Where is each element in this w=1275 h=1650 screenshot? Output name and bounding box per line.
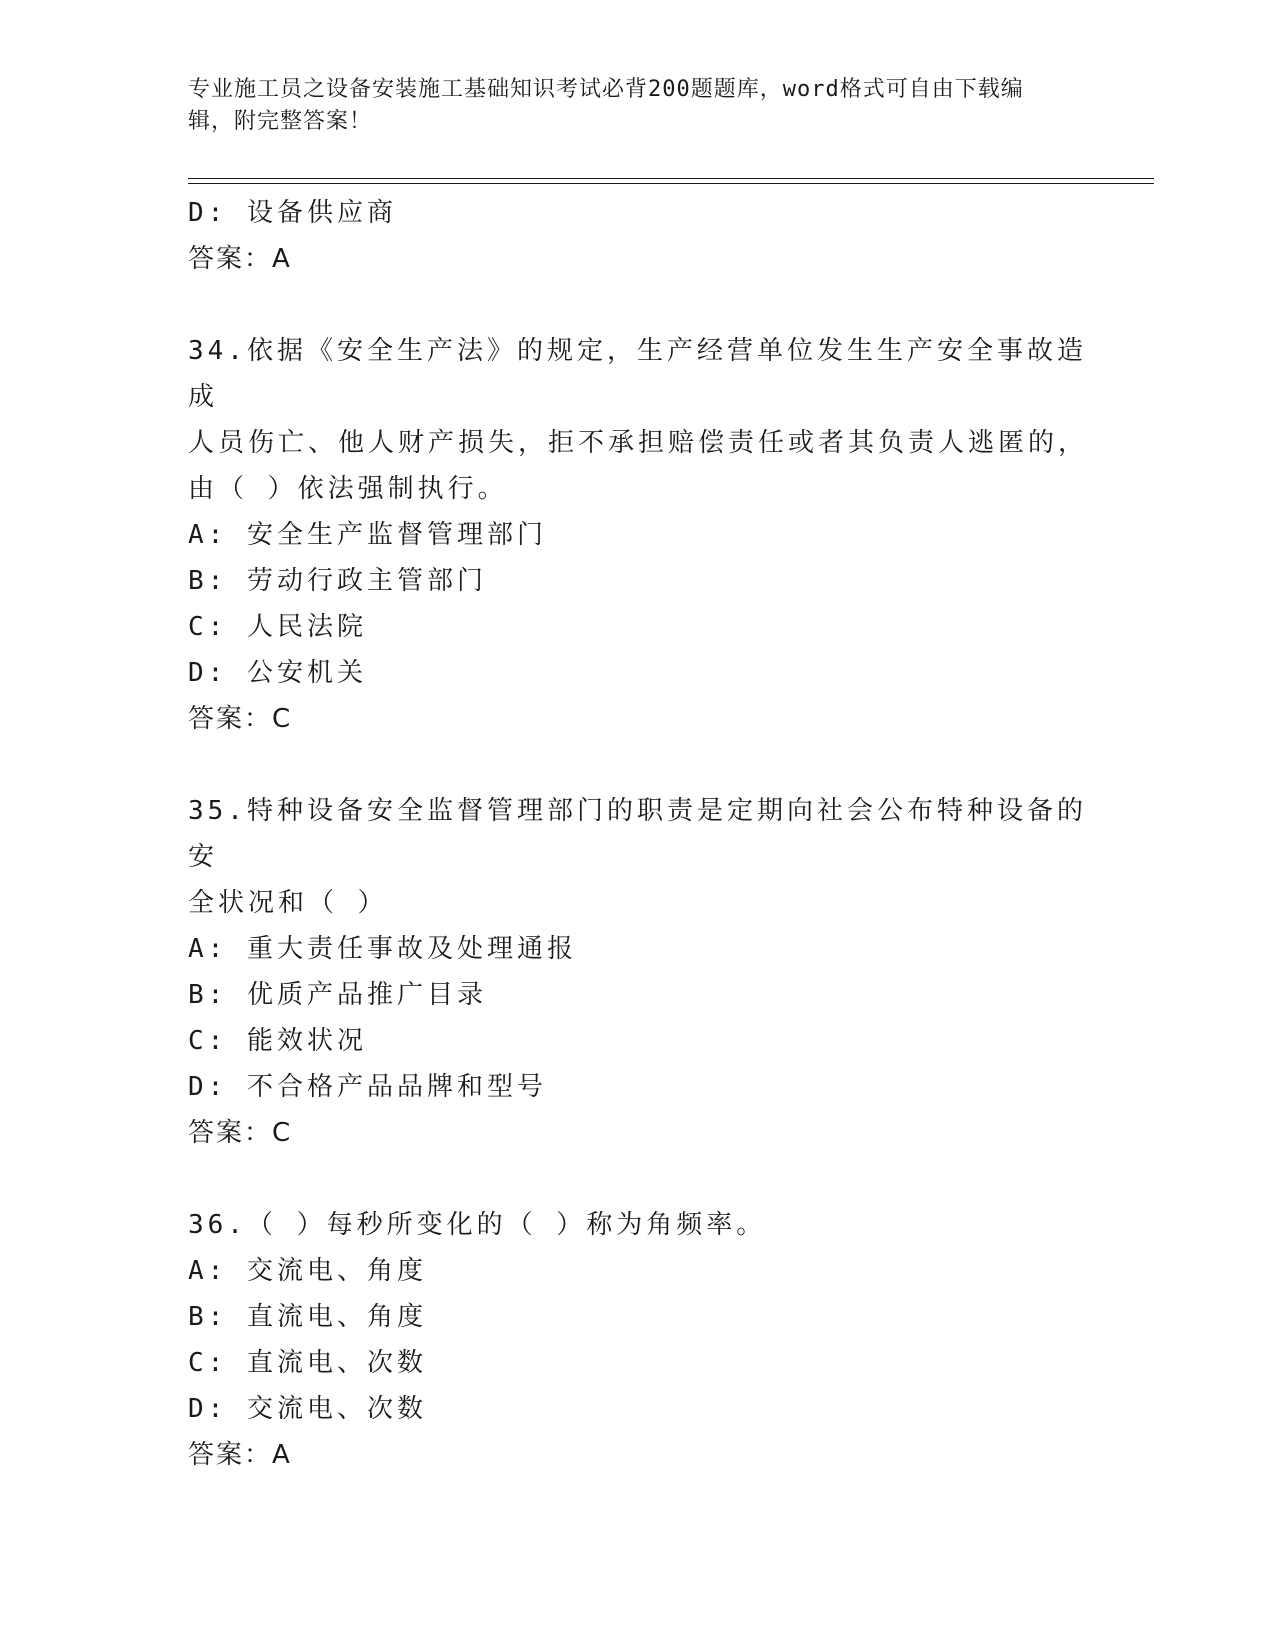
option-a: A: 重大责任事故及处理通报 <box>188 934 577 964</box>
option-d: D: 设备供应商 <box>188 198 397 228</box>
question-stem-line: 36.（ ）每秒所变化的（ ）称为角频率。 <box>188 1210 767 1240</box>
header-divider-top <box>188 178 1154 179</box>
answer: 答案：C <box>188 1118 293 1148</box>
question-36 <box>188 1202 1088 1478</box>
option-c: C: 能效状况 <box>188 1026 367 1056</box>
document-header: 专业施工员之设备安装施工基础知识考试必背200题题库，word格式可自由下载编辑，附完整答案！ <box>188 77 1024 134</box>
question-34 <box>188 328 1088 742</box>
question-stem-line: 34.依据《安全生产法》的规定，生产经营单位发生生产安全事故造成 <box>188 336 1087 412</box>
question-stem-line: 人员伤亡、他人财产损失，拒不承担赔偿责任或者其负责人逃匿的， <box>188 428 1089 458</box>
option-b: B: 直流电、角度 <box>188 1302 427 1332</box>
option-d: D: 公安机关 <box>188 658 367 688</box>
header-divider-bottom <box>188 183 1154 184</box>
question-stem-line: 全状况和（ ） <box>188 888 388 918</box>
answer: 答案：C <box>188 704 293 734</box>
option-a: A: 交流电、角度 <box>188 1256 427 1286</box>
option-c: C: 人民法院 <box>188 612 367 642</box>
option-b: B: 劳动行政主管部门 <box>188 566 487 596</box>
option-d: D: 交流电、次数 <box>188 1394 427 1424</box>
answer: 答案：A <box>188 244 292 274</box>
question-stem-line: 35.特种设备安全监督管理部门的职责是定期向社会公布特种设备的安 <box>188 796 1087 872</box>
question-stem-line: 由（ ）依法强制执行。 <box>188 474 508 504</box>
option-c: C: 直流电、次数 <box>188 1348 427 1378</box>
option-d: D: 不合格产品品牌和型号 <box>188 1072 547 1102</box>
option-b: B: 优质产品推广目录 <box>188 980 487 1010</box>
option-a: A: 安全生产监督管理部门 <box>188 520 547 550</box>
answer: 答案：A <box>188 1440 292 1470</box>
question-list <box>188 190 1088 1478</box>
question-35 <box>188 788 1088 1156</box>
